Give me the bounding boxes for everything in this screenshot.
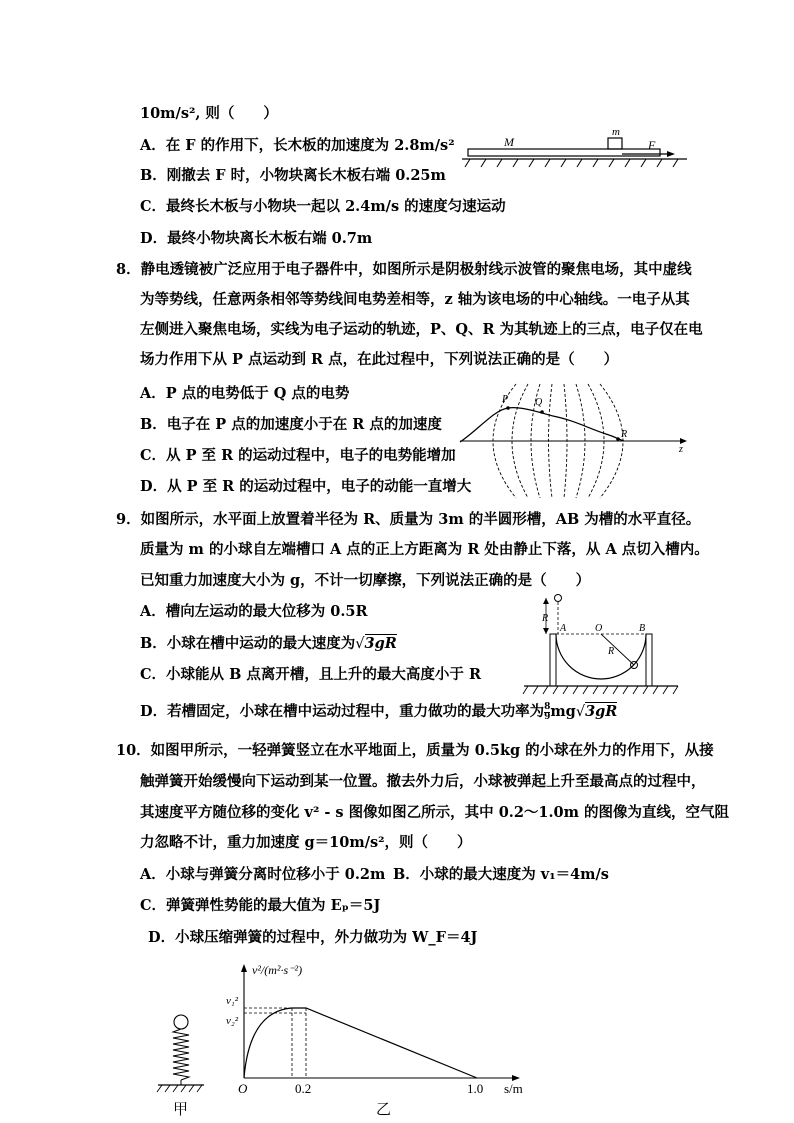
q10-figure-jia — [152, 1010, 212, 1120]
q7-label-board: M — [504, 135, 514, 149]
q8-label-z: z — [679, 444, 683, 455]
q7-option-d: D．最终小物块离长木板右端 0.7m — [140, 230, 373, 247]
q9-option-d — [140, 702, 617, 722]
q9-stem-line-1: 9．如图所示，水平面上放置着半径为 R、质量为 3m 的半圆形槽，AB 为槽的水平直径。 — [116, 511, 701, 528]
q10-stem-line-4: 力忽略不计，重力加速度 g＝10m/s²，则（ ） — [140, 834, 472, 851]
q10-caption-yi: 乙 — [376, 1100, 392, 1118]
q9-option-c: C．小球能从 B 点离开槽，且上升的最大高度小于 R — [140, 666, 481, 683]
q9-label-a: A — [560, 623, 567, 634]
q9-option-d-frac-num: 8 — [544, 701, 551, 712]
q10-label-tick-02: 0.2 — [295, 1081, 312, 1096]
q7-label-force: F — [648, 138, 656, 152]
q8-option-a: A．P 点的电势低于 Q 点的电势 — [140, 385, 350, 402]
q8-stem-line-1: 8．静电透镜被广泛应用于电子器件中，如图所示是阴极射线示波管的聚焦电场，其中虚线 — [116, 261, 692, 278]
q9-option-b-root: 3gR — [364, 635, 397, 652]
q10-label-x-axis: s/m — [504, 1081, 523, 1096]
q7-option-b: B．刚撤去 F 时，小物块离长木板右端 0.25m — [140, 167, 446, 184]
q9-option-d-root-sign: √ — [575, 704, 586, 720]
q8-stem-line-3: 左侧进入聚焦电场，实线为电子运动的轨迹，P、Q、R 为其轨迹上的三点，电子仅在电 — [140, 321, 703, 338]
q9-option-b-text: B．小球在槽中运动的最大速度为 — [140, 635, 356, 652]
q7-figure — [462, 126, 702, 174]
q10-option-b: B．小球的最大速度为 v₁＝4m/s — [393, 866, 609, 883]
q9-label-r2: R — [608, 646, 615, 657]
q10-label-v2sq: v₂² — [226, 1015, 239, 1027]
q10-stem-line-2: 触弹簧开始缓慢向下运动到某一位置。撤去外力后，小球被弹起上升至最高点的过程中， — [140, 773, 706, 790]
q8-figure — [458, 380, 688, 502]
q10-option-a: A．小球与弹簧分离时位移小于 0.2m — [140, 866, 386, 883]
q9-option-d-frac-den: 9 — [544, 711, 551, 722]
q10-label-v1sq: v₁² — [226, 995, 239, 1007]
q9-option-d-root: 3gR — [585, 703, 618, 720]
q8-stem-line-2: 为等势线，任意两条相邻等势线间电势差相等，z 轴为该电场的中心轴线。一电子从其 — [140, 291, 690, 308]
q7-label-block: m — [612, 126, 620, 138]
q9-option-d-text: D．若槽固定，小球在槽中运动过程中，重力做功的最大功率为 — [140, 703, 545, 720]
q9-option-a: A．槽向左运动的最大位移为 0.5R — [140, 603, 368, 620]
q10-figure-yi — [222, 960, 552, 1122]
q8-option-c: C．从 P 至 R 的运动过程中，电子的电势能增加 — [140, 447, 456, 464]
q8-label-q: Q — [535, 397, 543, 408]
q7-stem-tail: 10m/s², 则（ ） — [140, 105, 278, 122]
q9-option-b — [140, 634, 397, 654]
q9-option-d-mg: mg — [550, 703, 576, 720]
q9-label-o: O — [595, 623, 603, 634]
q10-option-d: D．小球压缩弹簧的过程中，外力做功为 W_F＝4J — [148, 929, 478, 946]
q7-option-c: C．最终长木板与小物块一起以 2.4m/s 的速度匀速运动 — [140, 198, 506, 215]
q8-stem-line-4: 场力作用下从 P 点运动到 R 点，在此过程中，下列说法正确的是（ ） — [140, 351, 619, 368]
q8-label-r: R — [621, 429, 628, 440]
q10-option-c: C．弹簧弹性势能的最大值为 Eₚ＝5J — [140, 897, 381, 914]
q7-option-a: A．在 F 的作用下，长木板的加速度为 2.8m/s² — [140, 137, 455, 154]
q8-option-d: D．从 P 至 R 的运动过程中，电子的动能一直增大 — [140, 478, 472, 495]
q10-stem-line-1: 10．如图甲所示，一轻弹簧竖立在水平地面上，质量为 0.5kg 的小球在外力的作用下，从接 — [116, 742, 714, 759]
q8-label-p: P — [502, 394, 509, 405]
q10-stem-line-3: 其速度平方随位移的变化 v² - s 图像如图乙所示，其中 0.2～1.0m 的图像为直线，空气阻 — [140, 804, 730, 821]
q10-label-y-axis: v²/(m²·s⁻²) — [252, 963, 303, 977]
q9-option-b-root-sign: √ — [355, 636, 365, 652]
q10-caption-jia: 甲 — [173, 1100, 189, 1118]
q9-stem-line-2: 质量为 m 的小球自左端槽口 A 点的正上方距离为 R 处由静止下落，从 A 点切入槽内。 — [140, 541, 709, 558]
q9-label-b: B — [639, 623, 646, 634]
q9-label-r1: R — [542, 613, 549, 624]
q8-option-b: B．电子在 P 点的加速度小于在 R 点的加速度 — [140, 416, 442, 433]
q9-stem-line-3: 已知重力加速度大小为 g，不计一切摩擦，下列说法正确的是（ ） — [140, 572, 591, 589]
q9-figure — [522, 590, 682, 698]
q10-label-origin: O — [238, 1081, 248, 1096]
q10-label-tick-10: 1.0 — [467, 1081, 484, 1096]
